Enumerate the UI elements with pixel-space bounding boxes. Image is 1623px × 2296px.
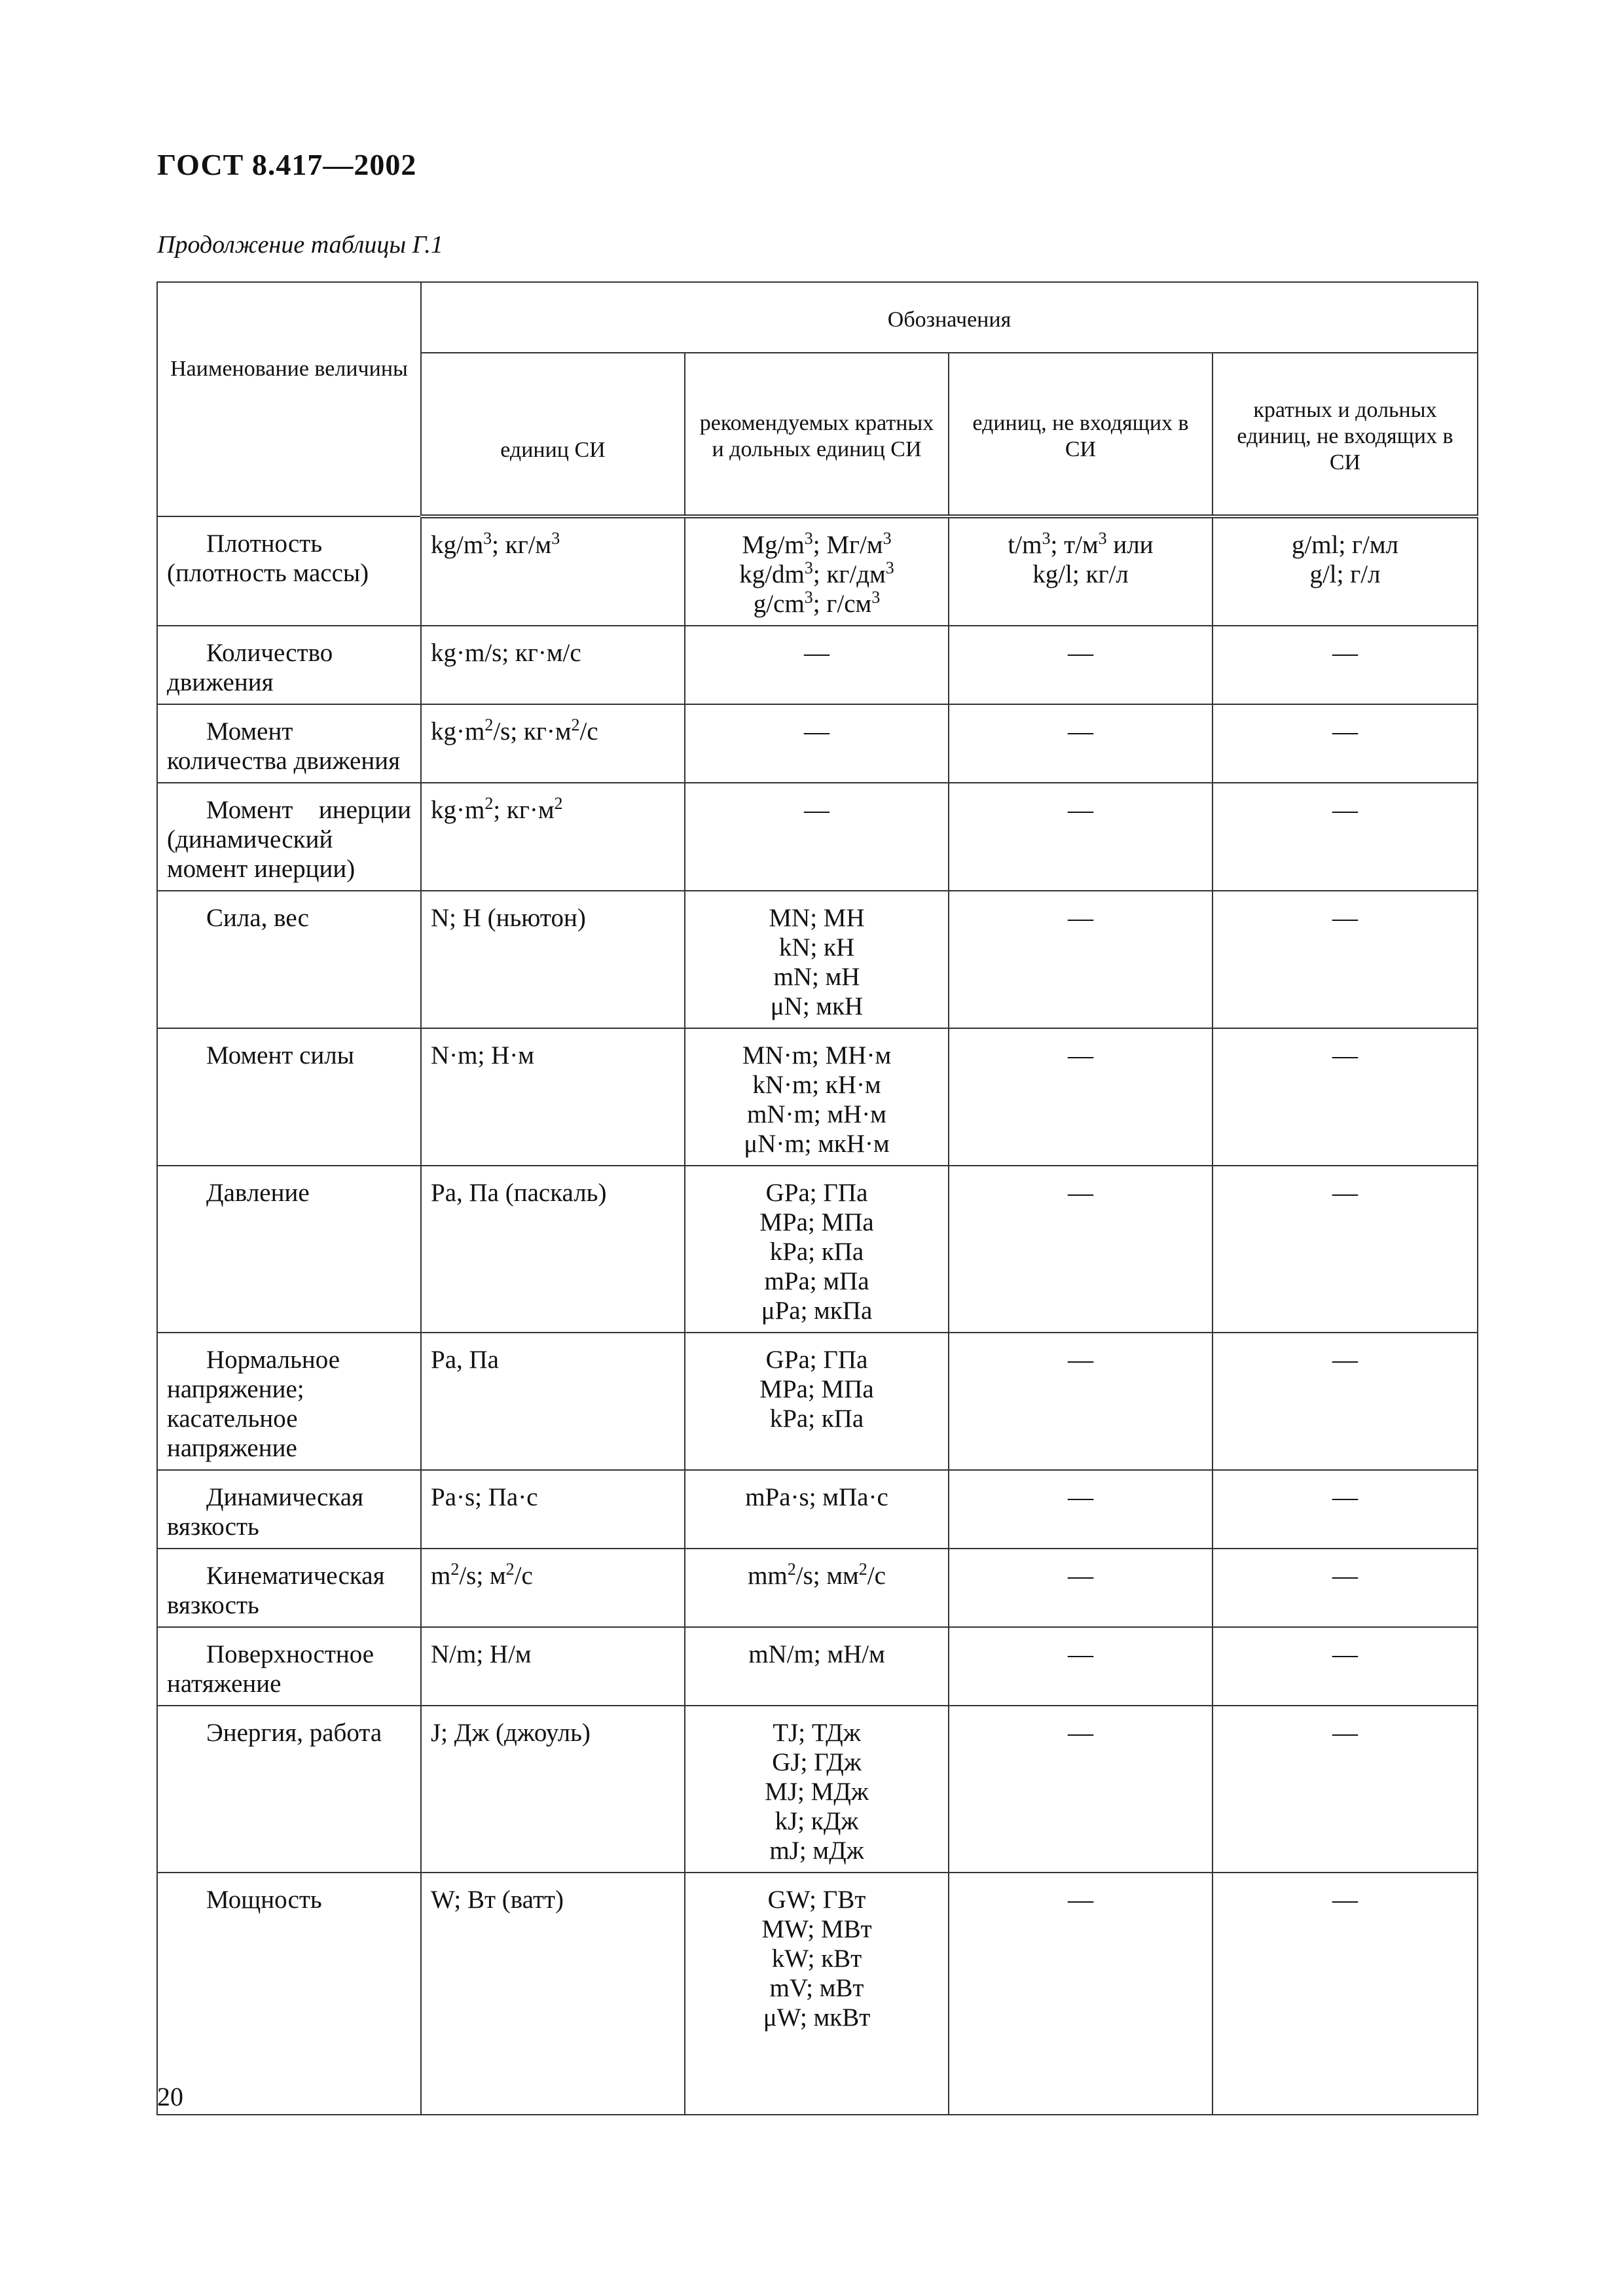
document-code: ГОСТ 8.417—2002 (157, 148, 417, 181)
header-si-units: единиц СИ (421, 353, 685, 516)
non-si-unit-cell (949, 516, 1213, 626)
recommended-multiple-cell (685, 626, 949, 704)
non-si-unit: $t/m^3$; $т/м^3$ или (1008, 529, 1154, 559)
non-si-multiple-cell (1213, 783, 1478, 891)
table-row (157, 783, 1478, 891)
non-si-unit: — (1068, 1562, 1093, 1590)
recommended-multiple: TJ; ТДж (773, 1719, 861, 1747)
non-si-unit-cell (949, 1706, 1213, 1873)
si-unit-cell (421, 1549, 685, 1627)
table-row (157, 1549, 1478, 1627)
header-quantity-name: Наименование величины (157, 282, 421, 516)
si-unit-cell (421, 1333, 685, 1470)
units-table (156, 281, 1478, 2115)
quantity-name: Момент силы (206, 1041, 354, 1069)
header-designations: Обозначения (421, 282, 1478, 353)
si-unit: kg·m/s; кг·м/с (431, 639, 581, 667)
recommended-multiple: MN·m; МН·м (742, 1041, 892, 1069)
quantity-name-cell (157, 1706, 421, 1873)
quantity-name-cell (157, 891, 421, 1028)
non-si-unit: — (1068, 1041, 1093, 1069)
si-unit-cell (421, 891, 685, 1028)
si-unit: $kg\cdot m^2$; $кг\cdot м^2$ (431, 794, 563, 824)
quantity-name-cell (157, 1873, 421, 2115)
quantity-name: Нормальное напряжение; касательное напряжение (167, 1346, 340, 1462)
non-si-unit: — (1068, 1640, 1093, 1668)
non-si-unit: — (1068, 717, 1093, 745)
recommended-multiple: mJ; мДж (769, 1837, 864, 1865)
non-si-unit: — (1068, 1179, 1093, 1207)
recommended-multiple: $g/cm^3$; $г/см^3$ (753, 588, 881, 618)
non-si-unit: — (1068, 796, 1093, 824)
non-si-unit-cell (949, 1333, 1213, 1470)
recommended-multiple: kPa; кПа (769, 1238, 864, 1266)
si-unit: $kg/m^3$; $кг/м^3$ (431, 529, 560, 559)
recommended-multiple: μN; мкН (770, 992, 864, 1020)
recommended-multiple: $kg/dm^3$; $кг/дм^3$ (739, 558, 894, 588)
non-si-multiple-cell (1213, 1470, 1478, 1549)
table-caption: Продолжение таблицы Г.1 (157, 231, 443, 259)
non-si-multiple-cell (1213, 891, 1478, 1028)
non-si-multiple: g/ml; г/мл (1291, 531, 1399, 559)
recommended-multiple: MJ; МДж (765, 1778, 869, 1806)
si-unit: J; Дж (джоуль) (431, 1719, 591, 1747)
non-si-unit: — (1068, 1719, 1093, 1747)
si-unit-cell (421, 1028, 685, 1166)
non-si-multiple-cell (1213, 1627, 1478, 1706)
recommended-multiple: μPa; мкПа (761, 1297, 873, 1325)
quantity-name: Давление (206, 1179, 310, 1207)
table-row (157, 704, 1478, 783)
recommended-multiple-cell (685, 1028, 949, 1166)
recommended-multiple-cell (685, 1706, 949, 1873)
table-row (157, 1470, 1478, 1549)
non-si-multiple: g/l; г/л (1309, 560, 1381, 588)
non-si-unit: — (1068, 639, 1093, 667)
non-si-unit: kg/l; кг/л (1032, 560, 1129, 588)
non-si-unit: — (1068, 1346, 1093, 1374)
recommended-multiple-cell (685, 891, 949, 1028)
recommended-multiple: $Mg/m^3$; $Мг/м^3$ (742, 529, 892, 559)
recommended-multiple: kN·m; кН·м (752, 1071, 881, 1099)
si-unit: N·m; Н·м (431, 1041, 534, 1069)
si-unit-cell (421, 516, 685, 626)
table-row (157, 516, 1478, 626)
table-row (157, 1028, 1478, 1166)
recommended-multiple: MW; МВт (761, 1915, 872, 1943)
si-unit: N/m; Н/м (431, 1640, 532, 1668)
non-si-unit-cell (949, 1166, 1213, 1333)
header-non-si-units: единиц, не входящих в СИ (949, 353, 1213, 516)
recommended-multiple: mN/m; мН/м (748, 1640, 885, 1668)
si-unit-cell (421, 1873, 685, 2115)
non-si-multiple: — (1332, 796, 1358, 824)
non-si-unit-cell (949, 1470, 1213, 1549)
header-recommended-multiples: рекомендуемых кратных и дольных единиц СИ (685, 353, 949, 516)
si-unit-cell (421, 1706, 685, 1873)
non-si-unit-cell (949, 783, 1213, 891)
quantity-name: Сила, вес (206, 904, 309, 932)
si-unit: W; Вт (ватт) (431, 1886, 564, 1914)
quantity-name-cell (157, 1166, 421, 1333)
si-unit-cell (421, 704, 685, 783)
quantity-name-cell (157, 626, 421, 704)
non-si-unit: — (1068, 1886, 1093, 1914)
quantity-name: Количество движения (167, 639, 333, 696)
non-si-multiple: — (1332, 1041, 1358, 1069)
recommended-multiple: MPa; МПа (759, 1375, 874, 1403)
table-row (157, 1166, 1478, 1333)
quantity-name-cell (157, 1333, 421, 1470)
non-si-multiple-cell (1213, 1333, 1478, 1470)
recommended-multiple: mN; мН (773, 963, 860, 991)
si-unit: $m^2/s$; $м^2/с$ (431, 1560, 533, 1590)
non-si-multiple-cell (1213, 1873, 1478, 2115)
non-si-unit-cell (949, 704, 1213, 783)
recommended-multiple: mV; мВт (769, 1974, 864, 2002)
recommended-multiple: mPa; мПа (764, 1267, 869, 1295)
non-si-unit-cell (949, 1873, 1213, 2115)
recommended-multiple: μW; мкВт (763, 2003, 871, 2032)
si-unit: Pa, Па (паскаль) (431, 1179, 607, 1207)
recommended-multiple: μN·m; мкН·м (744, 1130, 890, 1158)
recommended-multiple: mPa·s; мПа·с (745, 1483, 888, 1511)
recommended-multiple: kN; кН (778, 933, 855, 961)
recommended-multiple: MPa; МПа (759, 1208, 874, 1236)
si-unit: Pa·s; Па·с (431, 1483, 538, 1511)
recommended-multiple: GJ; ГДж (772, 1748, 862, 1776)
table-row (157, 626, 1478, 704)
quantity-name: Мощность (206, 1886, 322, 1914)
non-si-unit-cell (949, 1549, 1213, 1627)
quantity-name: Момент инерции (динамический момент инерции) (167, 796, 411, 883)
non-si-unit: — (1068, 904, 1093, 932)
recommended-multiple: — (804, 717, 830, 745)
non-si-multiple-cell (1213, 1028, 1478, 1166)
si-unit-cell (421, 1470, 685, 1549)
si-unit: N; Н (ньютон) (431, 904, 586, 932)
non-si-multiple-cell (1213, 1166, 1478, 1333)
non-si-multiple: — (1332, 639, 1358, 667)
recommended-multiple: kJ; кДж (775, 1807, 859, 1835)
page-number: 20 (157, 2082, 183, 2111)
recommended-multiple-cell (685, 1873, 949, 2115)
recommended-multiple-cell (685, 783, 949, 891)
quantity-name-cell (157, 704, 421, 783)
non-si-unit-cell (949, 891, 1213, 1028)
non-si-multiple: — (1332, 1562, 1358, 1590)
non-si-multiple: — (1332, 1179, 1358, 1207)
quantity-name: Поверхностное натяжение (167, 1640, 374, 1698)
table-row (157, 891, 1478, 1028)
recommended-multiple-cell (685, 1166, 949, 1333)
recommended-multiple: MN; МН (769, 904, 865, 932)
quantity-name-cell (157, 1549, 421, 1627)
non-si-multiple: — (1332, 904, 1358, 932)
non-si-multiple-cell (1213, 704, 1478, 783)
recommended-multiple: — (804, 639, 830, 667)
table-row (157, 1706, 1478, 1873)
table-row (157, 1333, 1478, 1470)
recommended-multiple-cell (685, 516, 949, 626)
quantity-name: Кинематическая вязкость (167, 1562, 385, 1619)
recommended-multiple: kW; кВт (771, 1945, 862, 1973)
recommended-multiple-cell (685, 1333, 949, 1470)
non-si-unit-cell (949, 1028, 1213, 1166)
table-body (157, 516, 1478, 2115)
recommended-multiple: GPa; ГПа (765, 1179, 868, 1207)
non-si-multiple: — (1332, 1483, 1358, 1511)
non-si-multiple: — (1332, 1640, 1358, 1668)
table-row (157, 1627, 1478, 1706)
quantity-name: Динамическая вязкость (167, 1483, 364, 1541)
recommended-multiple: mN·m; мН·м (747, 1100, 886, 1128)
si-unit: $kg\cdot m^2/s$; $кг\cdot м^2/с$ (431, 715, 598, 745)
non-si-multiple: — (1332, 1346, 1358, 1374)
non-si-unit-cell (949, 626, 1213, 704)
recommended-multiple: — (804, 796, 830, 824)
non-si-unit: — (1068, 1483, 1093, 1511)
quantity-name-cell (157, 1028, 421, 1166)
recommended-multiple-cell (685, 704, 949, 783)
quantity-name-cell (157, 783, 421, 891)
quantity-name: Плотность (плотность массы) (167, 529, 369, 587)
table-row (157, 1873, 1478, 2115)
non-si-multiple-cell (1213, 1706, 1478, 1873)
quantity-name: Момент количества движения (167, 717, 401, 775)
non-si-multiple: — (1332, 1886, 1358, 1914)
quantity-name-cell (157, 1627, 421, 1706)
recommended-multiple: $mm^2/s$; $мм^2/с$ (748, 1560, 886, 1590)
header-non-si-multiples: кратных и дольных единиц, не входящих в СИ (1213, 353, 1478, 516)
recommended-multiple-cell (685, 1549, 949, 1627)
si-unit-cell (421, 1627, 685, 1706)
si-unit-cell (421, 1166, 685, 1333)
non-si-multiple-cell (1213, 626, 1478, 704)
non-si-multiple: — (1332, 1719, 1358, 1747)
recommended-multiple-cell (685, 1627, 949, 1706)
non-si-multiple-cell (1213, 1549, 1478, 1627)
quantity-name-cell (157, 1470, 421, 1549)
non-si-unit-cell (949, 1627, 1213, 1706)
non-si-multiple: — (1332, 717, 1358, 745)
non-si-multiple-cell (1213, 516, 1478, 626)
quantity-name-cell (157, 516, 421, 626)
recommended-multiple: GPa; ГПа (765, 1346, 868, 1374)
quantity-name: Энергия, работа (206, 1719, 382, 1747)
recommended-multiple: GW; ГВт (767, 1886, 866, 1914)
recommended-multiple-cell (685, 1470, 949, 1549)
si-unit-cell (421, 783, 685, 891)
recommended-multiple: kPa; кПа (769, 1405, 864, 1433)
si-unit: Pa, Па (431, 1346, 499, 1374)
si-unit-cell (421, 626, 685, 704)
